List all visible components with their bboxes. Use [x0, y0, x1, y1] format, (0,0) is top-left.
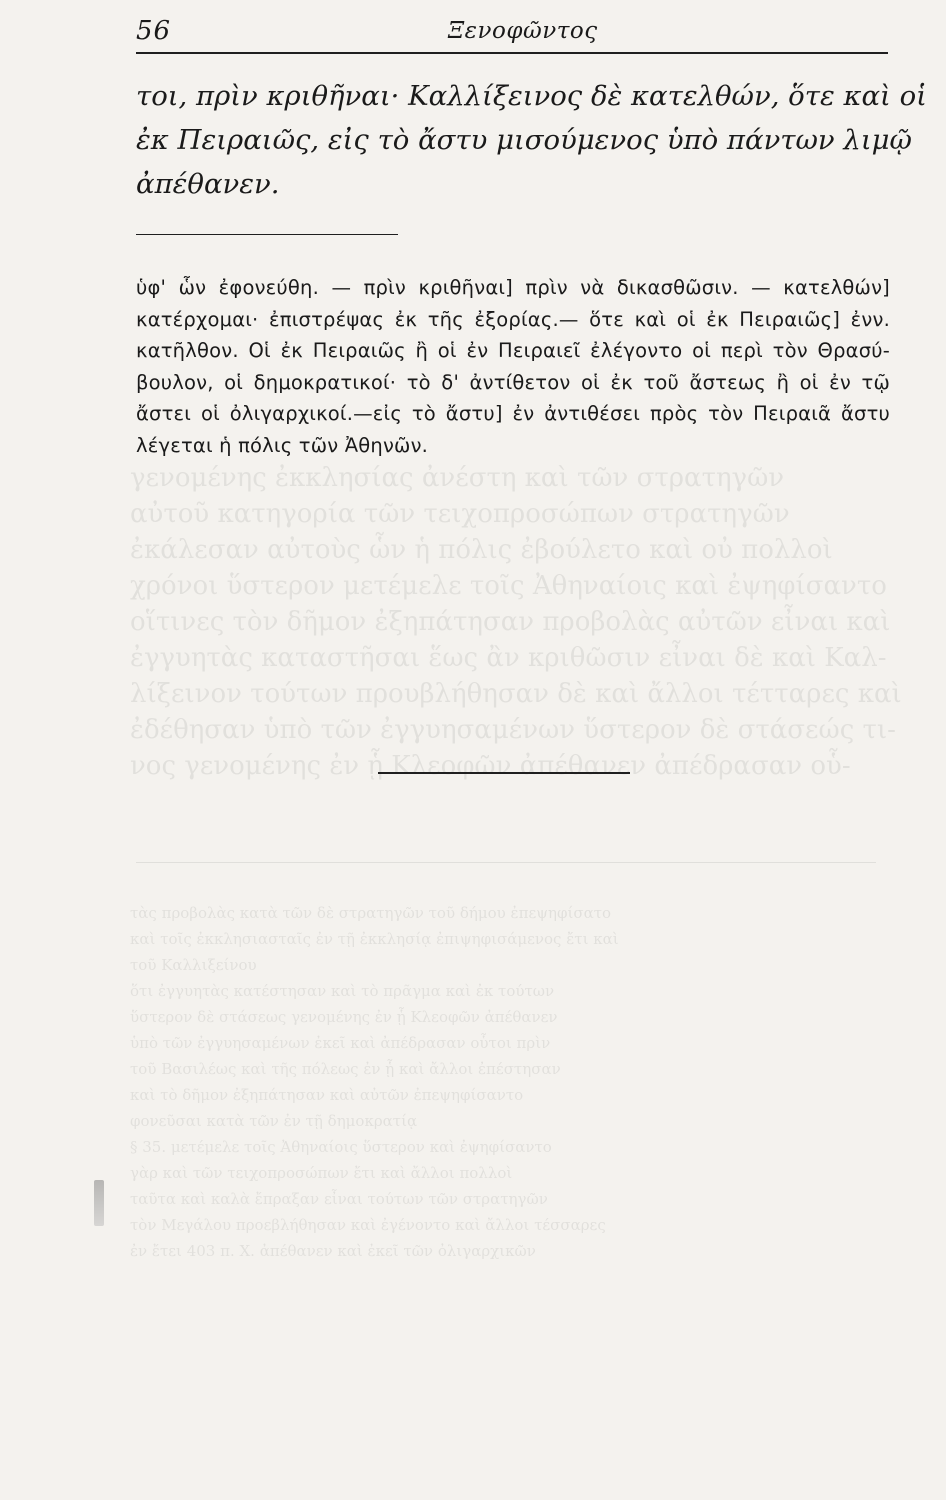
note-line: ἄστει οἱ ὀλιγαρχικοί.—εἰς τὸ ἄστυ] ἐν ἀντιθέσει πρὸς τὸν Πειραιᾶ ἄστυ	[136, 402, 890, 425]
note-line: βουλον, οἱ δημοκρατικοί· τὸ δ' ἀντίθετον οἱ ἐκ τοῦ ἄστεως ἢ οἱ ἐν τῷ	[136, 370, 890, 394]
page-number: 56	[136, 16, 172, 46]
page-header	[136, 10, 888, 46]
note-line: κατῆλθον. Οἱ ἐκ Πειραιῶς ἢ οἱ ἐν Πειραιεῖ ἐλέγοντο οἱ περὶ τὸν Θρασύ-	[136, 339, 890, 362]
margin-mark	[94, 1180, 104, 1226]
footnote-rule	[136, 234, 398, 235]
main-text	[136, 74, 927, 206]
note-line: κατέρχομαι· ἐπιστρέψας ἐκ τῆς ἐξορίας.— ὅτε καὶ οἱ ἐκ Πειραιῶς] ἐνν.	[136, 307, 890, 331]
note-line: λέγεται ἡ πόλις τῶν Ἀθηνῶν.	[136, 433, 429, 457]
running-head: Ξενοφῶντος	[448, 18, 598, 44]
header-rule	[136, 52, 888, 54]
show-through-upper: γενομένης ἐκκλησίας ἀνέστη καὶ τῶν στρατηγῶν αὐτοῦ κατηγορία τῶν τειχοπροσώπων στρατηγῶν ἐκάλεσαν αὐτοὺς ὧν ἡ πόλις ἐβούλετο καὶ οὐ πολλοὶ χρόνοι ὕστερον μετέμελε τοῖς Ἀθηναίοις καὶ ἐψηφίσαντο οἵτινες τὸν δῆμον ἐξηπάτησαν προβολὰς αὐτῶν εἶναι καὶ ἐγγυητὰς καταστῆσαι ἕως ἂν κριθῶσιν εἶναι δὲ καὶ Καλ- λίξεινον τούτων προυβλήθησαν δὲ καὶ ἄλλοι τέτταρες καὶ ἐδέθησαν ὑπὸ τῶν ἐγγυησαμένων ὕστερον δὲ στάσεώς τι- νος γενομένης ἐν ᾗ Κλεοφῶν ἀπέθανεν ἀπέδρασαν οὗ-	[130, 463, 902, 781]
main-text-line: τοι, πρὶν κριθῆναι· Καλλίξεινος δὲ κατελθών, ὅτε καὶ οἱ	[136, 80, 927, 112]
show-through-lower: τὰς προβολὰς κατὰ τῶν δὲ στρατηγῶν τοῦ δήμου ἐπεψηφίσατο καὶ τοῖς ἐκκλησιασταῖς ἐν τῇ ἐκκλησίᾳ ἐπιψηφισάμενος ἔτι καὶ τοῦ Καλλιξείνου ὅτι ἐγγυητὰς κατέστησαν καὶ τὸ πρᾶγμα καὶ ἐκ τούτων ὕστερον δὲ στάσεως γενομένης ἐν ᾗ Κλεοφῶν ἀπέθανεν ὑπὸ τῶν ἐγγυησαμένων ἐκεῖ καὶ ἀπέδρασαν οὗτοι πρὶν τοῦ Βασιλέως καὶ τῆς πόλεως ἐν ᾗ καὶ ἄλλοι ἐπέστησαν καὶ τὸ δῆμον ἐξηπάτησαν καὶ αὐτῶν ἐπεψηφίσαντο φονεῦσαι κατὰ τῶν ἐν τῇ δημοκρατίᾳ § 35. μετέμελε τοῖς Ἀθηναίοις ὕστερον καὶ ἐψηφίσαντο γὰρ καὶ τῶν τειχοπροσώπων ἔτι καὶ ἄλλοι πολλοὶ ταῦτα καὶ καλὰ ἔπραξαν εἶναι τούτων τῶν στρατηγῶν τὸν Μεγάλου προεβλήθησαν καὶ ἐγένοντο καὶ ἄλλοι τέσσαρες ἐν ἔτει 403 π. Χ. ἀπέθανεν καὶ ἐκεῖ τῶν ὀλιγαρχικῶν	[130, 904, 619, 1260]
section-end-rule	[378, 772, 630, 774]
show-through-rule	[136, 862, 876, 863]
main-text-line: ἐκ Πειραιῶς, εἰς τὸ ἄστυ μισούμενος ὑπὸ πάντων λιμῷ	[136, 124, 912, 156]
main-text-line: ἀπέθανεν.	[136, 168, 280, 200]
commentary-notes	[136, 272, 890, 461]
note-line: ὑφ' ὧν ἐφονεύθη. — πρὶν κριθῆναι] πρὶν νὰ δικασθῶσιν. — κατελθών]	[136, 276, 890, 299]
